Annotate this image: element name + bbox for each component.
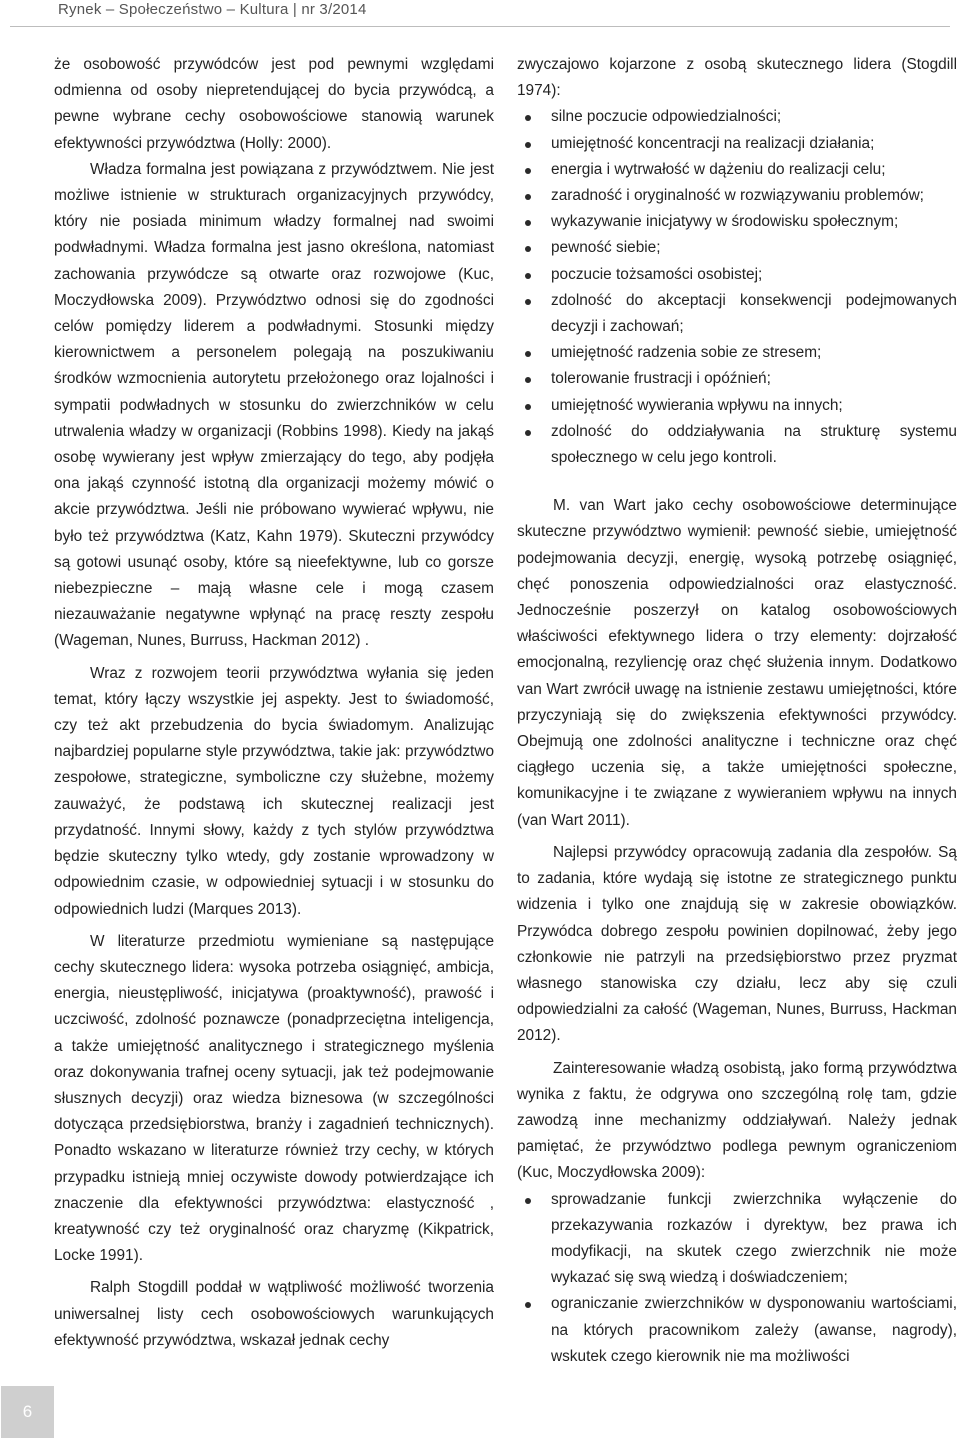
paragraph: Władza formalna jest powiązana z przywództwem. Nie jest możliwe istnienie w strukturach organizacyjnych przywódcy, który nie posiada minimum władzy formalnej nad swoimi podwładnymi. Władza formalna jest jasno określona, natomiast zachowania przywódcze są otwarte oraz rozwojowe (Kuc, Moczydłowska 2009). Przywództwo odnosi się do zgodności celów pomiędzy liderem a podwładnymi. Stosunki między kierownictwem a personelem polegają na poszukiwaniu środków wzmocnienia autorytetu przełożonego oraz lojalności i sympatii podwładnych w stosunku do zwierzchników w celu utrwalenia władzy w organizacji (Robbins 1998). Kiedy na jakąś osobę wywierany jest wpływ zmierzający do tego, aby podjęła ona jakąś czynność istotną dla organizacji możemy mówić o akcie przywództwa. Jeśli nie próbowano wywierać wpływu, nie było też przywództwa (Katz, Kahn 1979). Skuteczni przywódcy są gotowi usunąć osoby, które są nieefektywne, lub co gorsze niebezpieczne – mają własne cele i mogą czasem niezauważanie negatywne wpłynąć na pracę reszty zespołu (Wageman, Nunes, Burruss, Hackman 2012) . bbox=[54, 160, 494, 650]
right-column bbox=[517, 52, 957, 1370]
journal-title: Rynek – Społeczeństwo – Kultura | nr 3/2014 bbox=[58, 1, 367, 18]
list-item: energia i wytrwałość w dążeniu do realizacji celu; bbox=[517, 157, 957, 183]
running-header bbox=[10, 0, 950, 27]
list-item: zdolność do oddziaływania na strukturę systemu społecznego w celu jego kontroli. bbox=[517, 419, 957, 471]
paragraph: W literaturze przedmiotu wymieniane są następujące cechy skutecznego lidera: wysoka potrzeba osiągnięć, ambicja, energia, nieustępliwość, inicjatywa (proaktywność), prawość i uczciwość, zdolność poznawcze (ponadprzeciętna inteligencja, a także umiejętność analitycznego i strategicznego myślenia oraz dokonywania trafnej oceny sytuacji, jak też podejmowanie słusznych decyzji) oraz wiedza biznesowa (w szczególności dotycząca przedsiębiorstwa, branży i zagadnień technicznych). Ponadto wskazano w literaturze również trzy cechy, w których przypadku istnieją mniej oczywiste dowody potwierdzające ich znaczenie dla efektywności przywództwa: elastyczność , kreatywność czy też oryginalność oraz charyzmę (Kikpatrick, Locke 1991). bbox=[54, 932, 494, 1265]
paragraph: Zainteresowanie władzą osobistą, jako formą przywództwa wynika z faktu, że odgrywa ono szczególną rolę tam, gdzie zawodzą inne mechanizmy oddziaływań. Należy jednak pamiętać, że przywództwo podlega pewnym ograniczeniom (Kuc, Moczydłowska 2009): bbox=[517, 1059, 957, 1182]
list-item: pewność siebie; bbox=[517, 235, 957, 261]
limitation-list bbox=[517, 1187, 957, 1370]
list-item: silne poczucie odpowiedzialności; bbox=[517, 104, 957, 130]
page-number-badge bbox=[1, 1386, 54, 1438]
left-column bbox=[54, 52, 494, 1354]
page-number: 6 bbox=[22, 1402, 33, 1421]
paragraph: Ralph Stogdill poddał w wątpliwość możliwość tworzenia uniwersalnej listy cech osobowościowych warunkujących efektywność przywództwa, wskazał jednak cechy bbox=[54, 1279, 494, 1349]
list-item: umiejętność koncentracji na realizacji działania; bbox=[517, 131, 957, 157]
list-item: zaradność i oryginalność w rozwiązywaniu problemów; bbox=[517, 183, 957, 209]
list-item: umiejętność radzenia sobie ze stresem; bbox=[517, 340, 957, 366]
list-item: tolerowanie frustracji i opóźnień; bbox=[517, 366, 957, 392]
paragraph: Najlepsi przywódcy opracowują zadania dla zespołów. Są to zadania, które wydają się istotne ze strategicznego punktu widzenia i tylko one znajdują się w zakresie obowiązków. Przywódca dobrego zespołu powinien dopilnować, żeby jego członkowie nie patrzyli na przedsiębiorstwo przez pryzmat własnego stanowiska czy działu, lecz aby się czuli odpowiedzialni za całość (Wageman, Nunes, Burruss, Hackman 2012). bbox=[517, 843, 957, 1045]
list-item: zdolność do akceptacji konsekwencji podejmowanych decyzji i zachowań; bbox=[517, 288, 957, 340]
paragraph: że osobowość przywódców jest pod pewnymi względami odmienna od osoby niepretendującej do bycia przywódcą, a pewne wybrane cechy osobowościowe stanowią warunek efektywności przywództwa (Holly: 2000). bbox=[54, 56, 494, 152]
paragraph: M. van Wart jako cechy osobowościowe determinujące skuteczne przywództwo wymienił: pewność siebie, umiejętność podejmowania decyzji, energię, wysoką potrzebę osiągnięć, chęć ponoszenia odpowiedzialności oraz elastyczność. Jednocześnie poszerzył on katalog osobowościowych właściwości efektywnego lidera o trzy elementy: dojrzałość emocjonalną, rezyliencję oraz chęć służenia innym. Dodatkowo van Wart zwrócił uwagę na istnienie zestawu umiejętności, które przyczyniają się do zwiększenia efektywności przywódcy. Obejmują one zdolności analityczne i techniczne oraz chęć ciągłego uczenia się, a także umiejętności społeczne, komunikacyjne i te związane z wywieraniem wpływu na innych (van Wart 2011). bbox=[517, 497, 957, 829]
list-item: ograniczanie zwierzchników w dysponowaniu wartościami, na których pracownikom zależy (awanse, nagrody), wskutek czego kierownik nie ma możliwości bbox=[517, 1291, 957, 1370]
list-item: wykazywanie inicjatywy w środowisku społecznym; bbox=[517, 209, 957, 235]
paragraph: Wraz z rozwojem teorii przywództwa wyłania się jeden temat, który łączy wszystkie jej aspekty. Jest to świadomość, czy też akt przebudzenia do bycia świadomym. Analizując najbardziej popularne style przywództwa, takie jak: przywództwo zespołowe, strategiczne, symboliczne czy służebne, możemy zauważyć, że podstawą ich skutecznej realizacji jest przydatność. Innymi słowy, każdy z tych stylów przywództwa będzie skuteczny tylko wtedy, gdy zostanie wprowadzony w odpowiednim czasie, w odpowiedniej sytuacji i w stosunku do odpowiednich ludzi (Marques 2013). bbox=[54, 664, 494, 918]
trait-list bbox=[517, 104, 957, 471]
list-item: sprowadzanie funkcji zwierzchnika wyłączenie do przekazywania rozkazów i dyrektyw, bez prawa ich modyfikacji, na skutek czego zwierzchnik nie może wykazać się swą wiedzą i doświadczeniem; bbox=[517, 1187, 957, 1292]
list-item: umiejętność wywierania wpływu na innych; bbox=[517, 393, 957, 419]
paragraph: zwyczajowo kojarzone z osobą skutecznego lidera (Stogdill 1974): bbox=[517, 56, 957, 100]
list-item: poczucie tożsamości osobistej; bbox=[517, 262, 957, 288]
